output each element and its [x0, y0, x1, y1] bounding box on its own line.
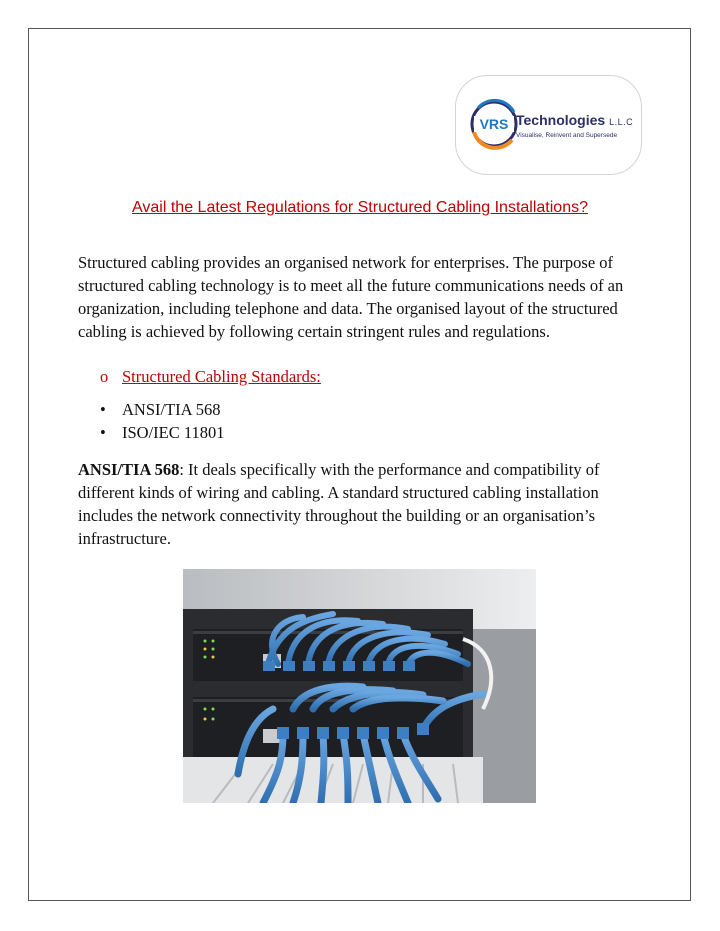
ansi-paragraph — [78, 458, 653, 550]
logo-mark-text: VRS — [479, 116, 509, 132]
patch-panel-illustration — [183, 569, 536, 803]
bullet-icon: • — [100, 400, 106, 419]
standards-label[interactable]: Structured Cabling Standards: — [122, 367, 321, 386]
intro-paragraph: Structured cabling provides an organised network for enterprises. The purpose of structured cabling technology is to meet all the future communications needs of an organization, including telephone and data. The organised layout of the structured cabling is achieved by following certain stringent rules and regulations. — [78, 253, 624, 341]
circle-bullet-icon: o — [100, 367, 109, 386]
list-item-text: ANSI/TIA 568 — [122, 400, 221, 419]
network-cables-photo — [183, 569, 536, 803]
logo-tagline: Visualise, Reinvent and Supersede — [516, 132, 618, 139]
standards-subheading[interactable] — [100, 366, 321, 388]
bullet-icon: • — [100, 423, 106, 442]
company-logo — [455, 75, 642, 175]
page-heading[interactable]: Avail the Latest Regulations for Structured Cabling Installations? — [132, 199, 588, 216]
list-item — [100, 398, 225, 421]
ansi-text: : It deals specifically with the performance and compatibility of different kinds of wiring and cabling. A standard structured cabling installation includes the network connectivity throughout the building or an organisation’s infrastructure. — [78, 460, 600, 548]
logo-company-name — [516, 112, 633, 128]
list-item-text: ISO/IEC 11801 — [122, 423, 225, 442]
logo-suffix: L.L.C — [609, 117, 634, 127]
logo-company-text: Technologies — [516, 112, 606, 128]
standards-list — [100, 398, 225, 444]
list-item — [100, 421, 225, 444]
ansi-term: ANSI/TIA 568 — [78, 460, 180, 479]
